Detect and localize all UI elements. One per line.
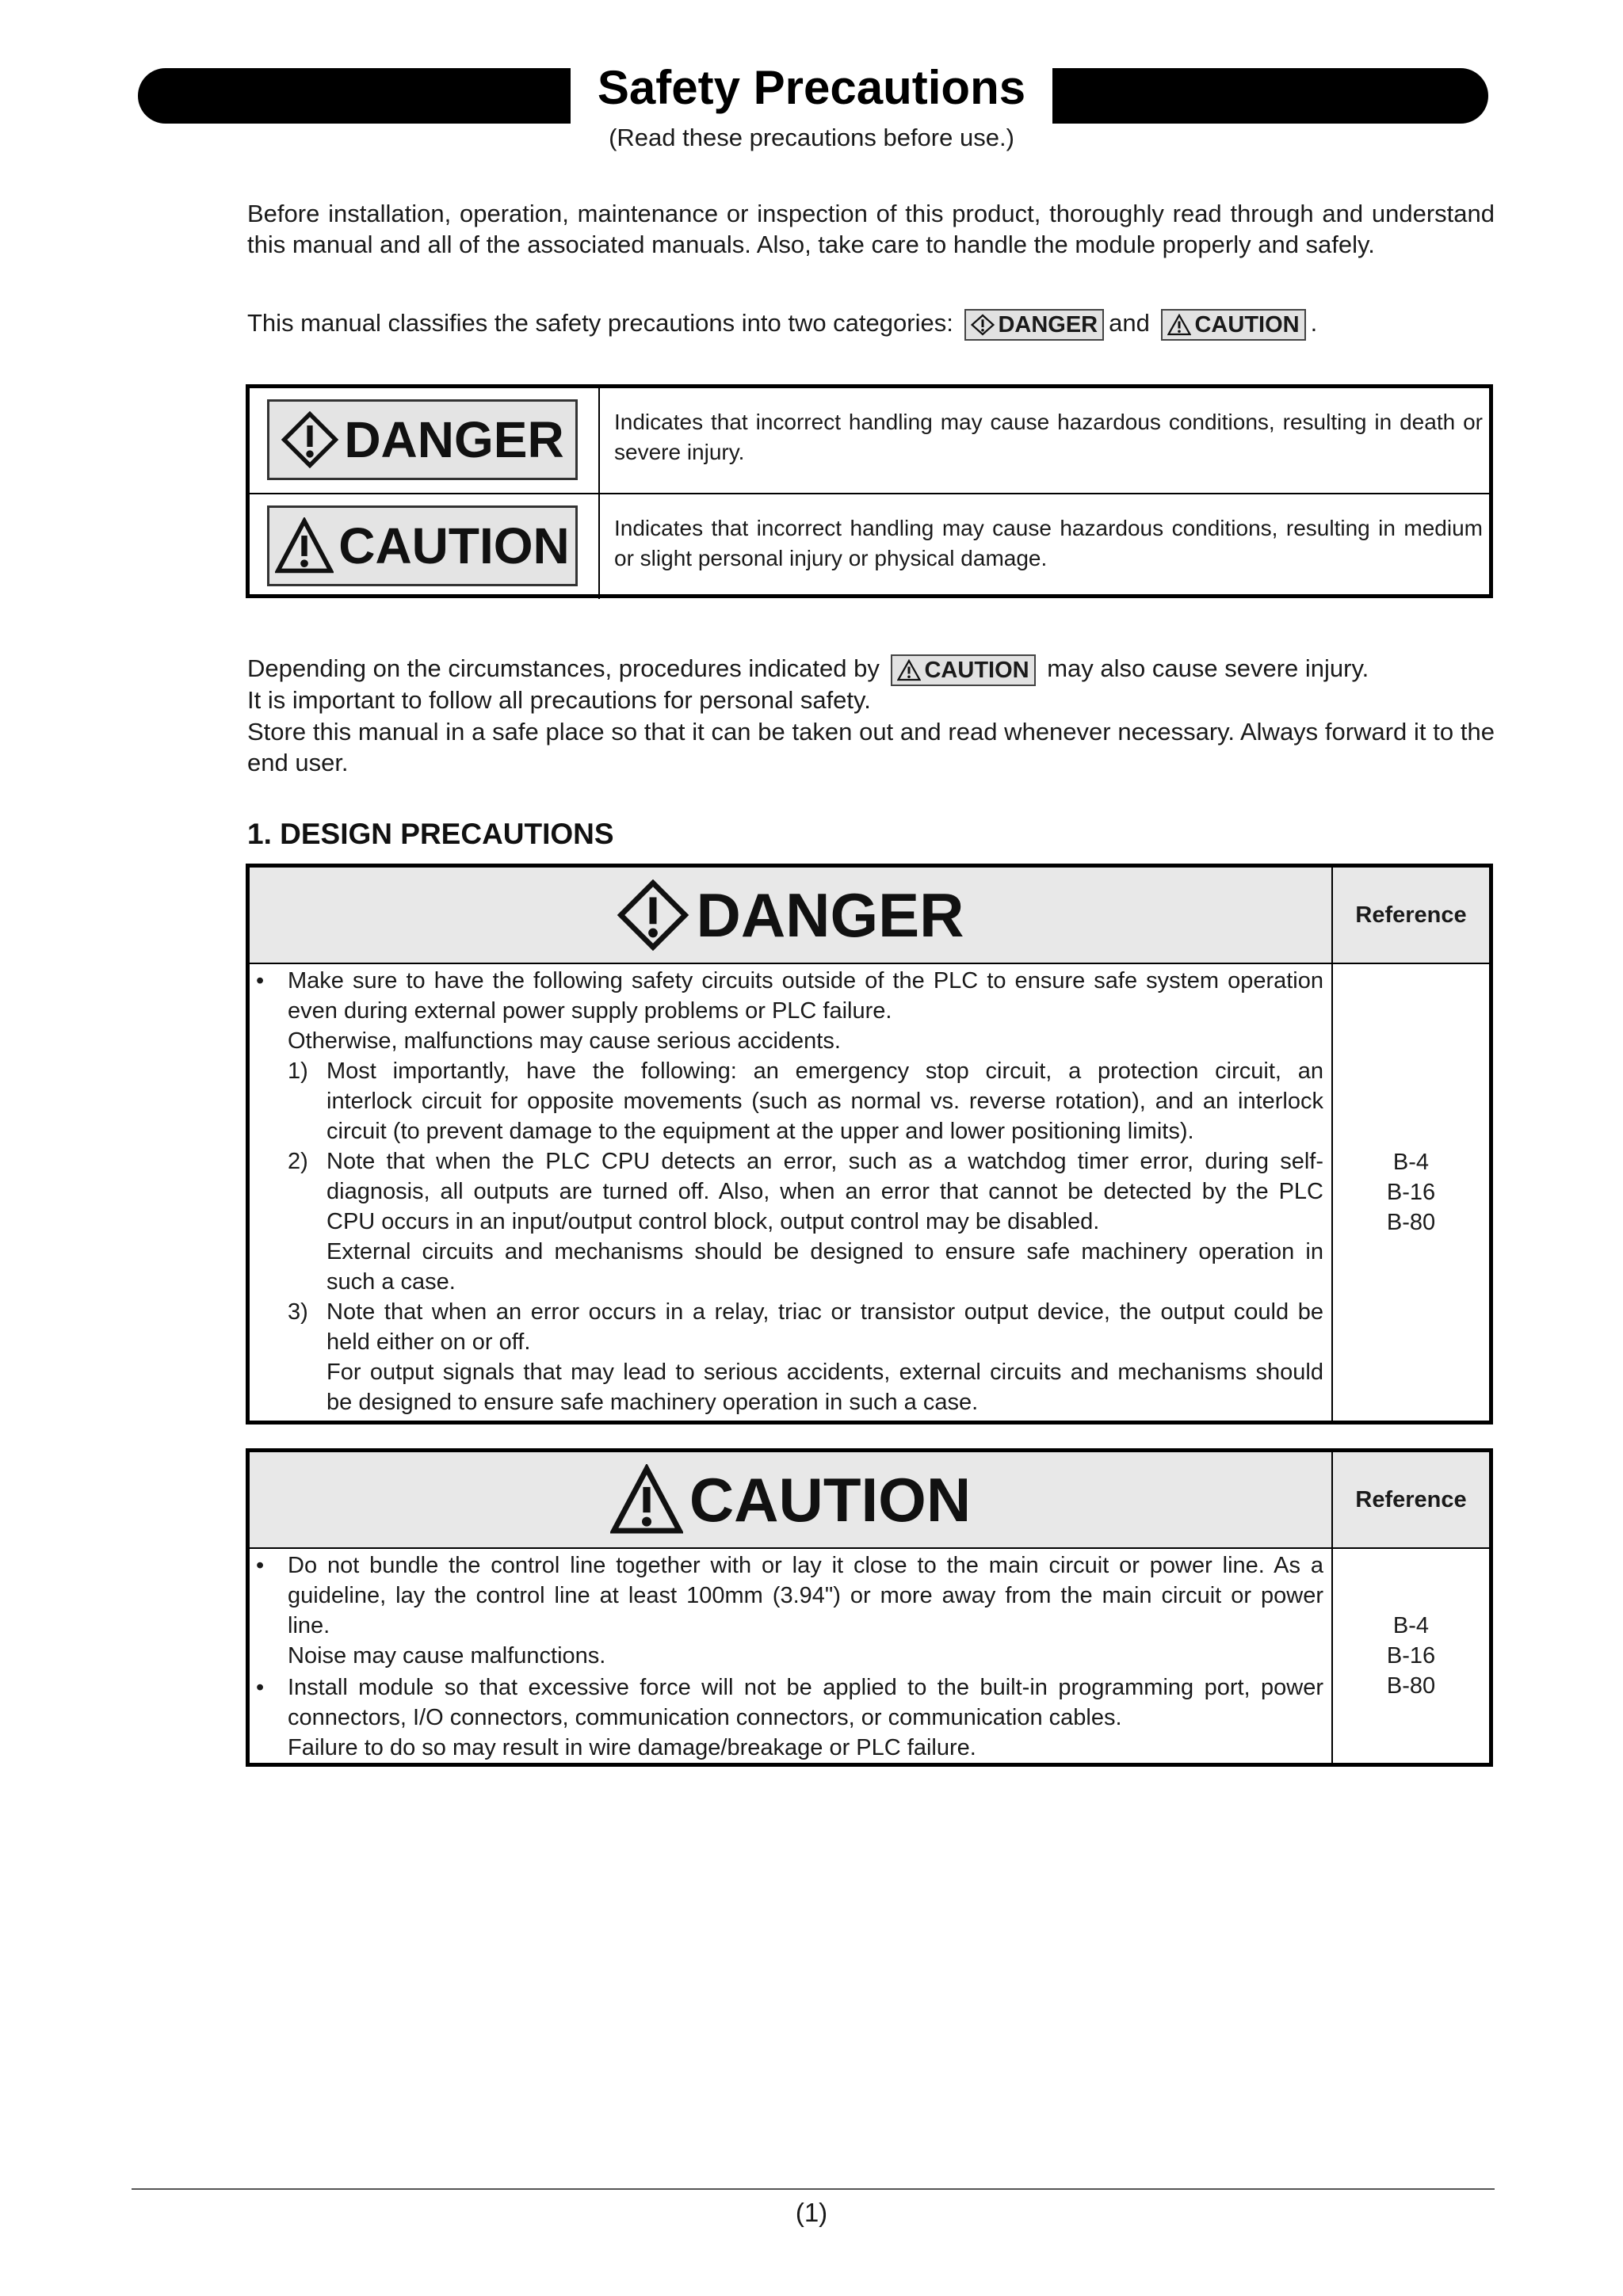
legend-sign-cell: [250, 388, 600, 493]
danger-reference-header: Reference: [1331, 868, 1489, 963]
caution-reference-header: Reference: [1331, 1452, 1489, 1547]
storage-note: Store this manual in a safe place so that it can be taken out and read whenever necessary. Always forward it to the end user.: [247, 718, 1495, 776]
legend-row-danger: [250, 388, 1489, 494]
danger-diamond-icon: [617, 879, 689, 951]
caution-badge-label: CAUTION: [338, 517, 570, 574]
text-line: Note that when the PLC CPU detects an error, such as a watchdog timer error, during self-: [327, 1149, 1323, 1174]
inline-caution-label: [891, 654, 1035, 686]
danger-description: Indicates that incorrect handling may cause hazardous conditions, resulting in death or severe injury.: [614, 410, 1483, 464]
text-line: Failure to do so may result in wire damage/breakage or PLC failure.: [288, 1735, 976, 1760]
text-line: connectors, I/O connectors, communication connectors, or communication cables.: [288, 1705, 1122, 1730]
reference-link: B-4: [1392, 1150, 1430, 1175]
footer-divider: [132, 2188, 1495, 2190]
danger-references: [1331, 964, 1489, 1421]
design-caution-table: [246, 1448, 1493, 1767]
reference-link: B-80: [1386, 1673, 1436, 1699]
item-text: [327, 1297, 1323, 1417]
caution-triangle-icon: [897, 659, 921, 681]
caution-table-label: CAUTION: [689, 1464, 972, 1535]
danger-table-title: [250, 868, 1331, 963]
safety-note: It is important to follow all precautions for personal safety.: [247, 686, 871, 714]
danger-diamond-icon: [971, 314, 995, 336]
text-line: even during external power supply problems or PLC failure.: [288, 998, 892, 1024]
bullet-marker: •: [256, 1553, 265, 1578]
danger-badge: [267, 399, 578, 480]
text-line: diagnosis, all outputs are turned off. Also, when an error that cannot be detected by the PLC: [327, 1179, 1323, 1204]
page-subtitle: (Read these precautions before use.): [609, 124, 1014, 151]
bullet-text: [288, 1550, 1323, 1671]
section-number: 1.: [247, 818, 272, 850]
page-number: (1): [795, 2198, 828, 2227]
item-number: 1): [288, 1058, 308, 1084]
danger-table-label: DANGER: [696, 879, 964, 950]
text-line: Install module so that excessive force will not be applied to the built-in programming port, power: [288, 1675, 1323, 1700]
inline-caution-label: [1161, 309, 1305, 341]
text-line: Make sure to have the following safety circuits outside of the PLC to ensure safe system operation: [288, 968, 1323, 994]
categories-sentence: [247, 307, 1495, 341]
text-line: held either on or off.: [327, 1329, 531, 1355]
page-title: Safety Precautions: [597, 61, 1026, 114]
bullet-marker: •: [256, 1675, 265, 1700]
reference-link: B-16: [1386, 1643, 1436, 1669]
inline-danger-text: DANGER: [998, 312, 1098, 338]
severity-note-end: may also cause severe injury.: [1047, 654, 1369, 682]
text-line: Noise may cause malfunctions.: [288, 1643, 606, 1669]
text-line: guideline, lay the control line at least 100mm (3.94") or more away from the main circuit or power: [288, 1583, 1323, 1608]
text-line: interlock circuit for opposite movements (such as normal vs. reverse rotation), and an interlock: [327, 1089, 1323, 1114]
text-line: be designed to ensure safe machinery operation in such a case.: [327, 1390, 979, 1415]
text-line: such a case.: [327, 1269, 456, 1295]
text-line: Note that when an error occurs in a relay, triac or transistor output device, the output could be: [327, 1299, 1323, 1325]
intro-paragraph: Before installation, operation, maintenance or inspection of this product, thoroughly read through and understand this manual and all of the associated manuals. Also, take care to handle the module properly and safely.: [247, 200, 1495, 258]
bullet-marker: •: [256, 968, 265, 994]
danger-badge-label: DANGER: [344, 411, 564, 468]
section-title: DESIGN PRECAUTIONS: [280, 818, 614, 850]
caution-badge: [267, 505, 578, 586]
legend-sign-cell: [250, 494, 600, 599]
severity-note-text: Depending on the circumstances, procedures indicated by: [247, 654, 880, 682]
design-danger-table: [246, 864, 1493, 1425]
header-bar-right: [1052, 68, 1488, 124]
inline-caution-text: CAUTION: [1194, 312, 1300, 338]
item-text: [327, 1056, 1323, 1146]
text-line: CPU occurs in an input/output control block, output control may be disabled.: [327, 1209, 1100, 1234]
caution-triangle-icon: [610, 1464, 683, 1535]
caution-references: [1331, 1549, 1489, 1763]
text-line: Do not bundle the control line together with or lay it close to the main circuit or power line. As a: [288, 1553, 1323, 1578]
categories-text: This manual classifies the safety precautions into two categories:: [247, 309, 953, 337]
danger-table-content: [250, 964, 1331, 1421]
severity-note: [247, 653, 1495, 686]
inline-danger-label: [964, 309, 1104, 341]
item-number: 2): [288, 1149, 308, 1174]
text-line: Otherwise, malfunctions may cause serious accidents.: [288, 1028, 841, 1054]
caution-description: Indicates that incorrect handling may cause hazardous conditions, resulting in medium or slight personal injury or physical damage.: [614, 516, 1483, 570]
reference-link: B-4: [1392, 1613, 1430, 1638]
caution-table-title: [250, 1452, 1331, 1547]
reference-link: B-16: [1386, 1180, 1436, 1205]
categories-period: .: [1310, 309, 1318, 337]
item-number: 3): [288, 1299, 308, 1325]
bullet-text: [288, 1672, 1323, 1763]
text-line: For output signals that may lead to serious accidents, external circuits and mechanisms should: [327, 1360, 1323, 1385]
inline-caution-text: CAUTION: [924, 658, 1029, 683]
text-line: Most importantly, have the following: an emergency stop circuit, a protection circuit, an: [327, 1058, 1323, 1084]
text-line: External circuits and mechanisms should be designed to ensure safe machinery operation in: [327, 1239, 1323, 1264]
danger-diamond-icon: [281, 411, 339, 468]
text-line: line.: [288, 1613, 330, 1638]
categories-and: and: [1109, 309, 1150, 337]
danger-table-header: [250, 868, 1489, 964]
caution-table-header: [250, 1452, 1489, 1549]
hazard-legend-table: [246, 384, 1493, 598]
bullet-text: [288, 966, 1323, 1056]
legend-row-caution: [250, 494, 1489, 599]
text-line: circuit (to prevent damage to the equipment at the upper and lower positioning limits).: [327, 1119, 1194, 1144]
caution-table-content: [250, 1549, 1331, 1763]
reference-link: B-80: [1386, 1210, 1436, 1235]
section-heading: [247, 818, 614, 851]
caution-triangle-icon: [1167, 314, 1191, 336]
item-text: [327, 1146, 1323, 1297]
caution-triangle-icon: [275, 517, 334, 574]
header-bar-left: [138, 68, 571, 124]
